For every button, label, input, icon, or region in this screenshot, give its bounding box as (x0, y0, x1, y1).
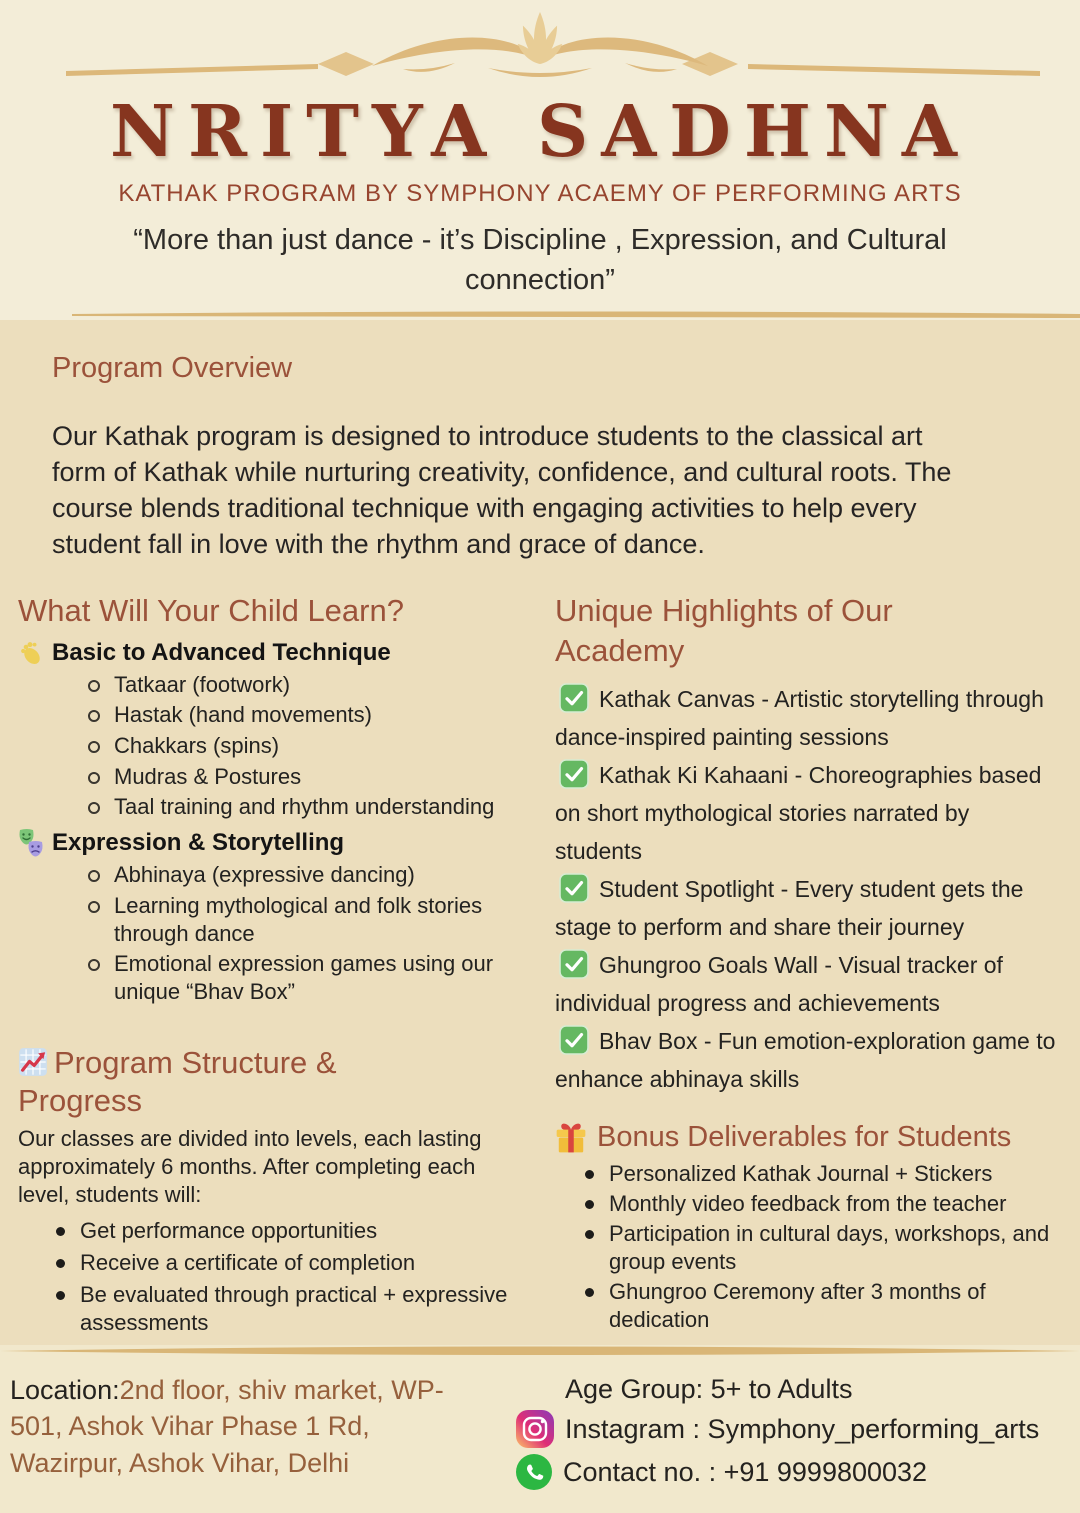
gold-divider-bottom (0, 1345, 1080, 1358)
instagram-row: Instagram : Symphony_performing_arts (515, 1409, 1072, 1449)
list-item: Emotional expression games using our unique “Bhav Box” (80, 950, 545, 1005)
left-column (0, 591, 545, 1341)
list-item: Hastak (hand movements) (80, 701, 545, 729)
list-item: Receive a certificate of completion (54, 1249, 545, 1277)
list-item: Ghungroo Ceremony after 3 months of dedication (583, 1278, 1062, 1334)
right-column (545, 591, 1062, 1341)
flourish-ornament (0, 6, 1080, 90)
instagram-icon (515, 1409, 555, 1449)
chart-increasing-icon (18, 1047, 48, 1077)
whatsapp-row: Contact no. : +91 9999800032 (515, 1453, 1072, 1491)
list-item: Be evaluated through practical + expressive assessments (54, 1281, 545, 1337)
flyer-body (0, 320, 1080, 1345)
location-label: Location: (10, 1375, 120, 1405)
tagline-quote: “More than just dance - it’s Discipline , Expression, and Cultural connection” (133, 224, 947, 297)
bonus-section (555, 1120, 1062, 1334)
program-structure-text: Our classes are divided into levels, each lasting approximately 6 months. After completing each level, students will: (18, 1126, 482, 1208)
bonus-heading: Bonus Deliverables for Students (555, 1120, 1062, 1154)
program-structure-heading: Program Structure & Progress (18, 1044, 337, 1119)
program-overview-text: Our Kathak program is designed to introduce students to the classical art form of Kathak while nurturing creativity, confidence, and cultural roots. The course blends traditional technique with engaging activities to help every student fall in love with the rhythm and grace of dance. (52, 421, 952, 559)
highlight-item: Bhav Box - Fun emotion-exploration game to enhance abhinaya skills (555, 1022, 1062, 1098)
list-item: Get performance opportunities (54, 1217, 545, 1245)
program-subtitle: KATHAK PROGRAM BY SYMPHONY ACAEMY OF PERFORMING ARTS (118, 180, 962, 208)
highlight-item: Ghungroo Goals Wall - Visual tracker of individual progress and achievements (555, 946, 1062, 1022)
technique-list (80, 671, 545, 822)
check-icon (559, 759, 589, 789)
flyer-footer (0, 1345, 1080, 1513)
list-item: Learning mythological and folk stories through dance (80, 892, 545, 947)
expression-group-title: Expression & Storytelling (18, 829, 545, 857)
check-icon (559, 949, 589, 979)
gold-divider-top (0, 310, 1080, 320)
age-group-row: Age Group: 5+ to Adults (565, 1374, 853, 1404)
list-item: Monthly video feedback from the teacher (583, 1190, 1062, 1218)
highlights-list (555, 680, 1062, 1098)
list-item: Personalized Kathak Journal + Stickers (583, 1160, 1062, 1188)
bonus-list (583, 1160, 1062, 1334)
highlight-item: Student Spotlight - Every student gets the stage to perform and share their journey (555, 870, 1062, 946)
contact-block (515, 1372, 1072, 1495)
location-address: 2nd floor, shiv market, WP-501, Ashok Vihar Phase 1 Rd, Wazirpur, Ashok Vihar, Delhi (10, 1375, 444, 1478)
list-item: Taal training and rhythm understanding (80, 793, 545, 821)
highlight-item: Kathak Ki Kahaani - Choreographies based on short mythological stories narrated by students (555, 756, 1062, 870)
location-text (10, 1372, 470, 1481)
expression-list (80, 861, 545, 1006)
list-item: Chakkars (spins) (80, 732, 545, 760)
program-structure-section (18, 1044, 545, 1337)
technique-group-title: Basic to Advanced Technique (18, 639, 545, 667)
highlights-heading: Unique Highlights of Our Academy (555, 592, 893, 668)
location-block (10, 1372, 515, 1495)
list-item: Abhinaya (expressive dancing) (80, 861, 545, 889)
learn-heading: What Will Your Child Learn? (18, 592, 404, 628)
check-icon (559, 873, 589, 903)
highlight-item: Kathak Canvas - Artistic storytelling through dance-inspired painting sessions (555, 680, 1062, 756)
list-item: Mudras & Postures (80, 763, 545, 791)
foot-icon (18, 640, 44, 666)
program-overview-section (0, 320, 1080, 563)
check-icon (559, 683, 589, 713)
whatsapp-icon (515, 1453, 553, 1491)
program-structure-list (54, 1217, 545, 1337)
list-item: Participation in cultural days, workshops, and group events (583, 1220, 1062, 1276)
masks-icon (18, 829, 44, 857)
check-icon (559, 1025, 589, 1055)
gift-icon (555, 1120, 587, 1154)
flyer-header (0, 0, 1080, 320)
list-item: Tatkaar (footwork) (80, 671, 545, 699)
page-title: NRITYA SADHNA (110, 89, 970, 173)
program-overview-heading: Program Overview (52, 352, 293, 385)
